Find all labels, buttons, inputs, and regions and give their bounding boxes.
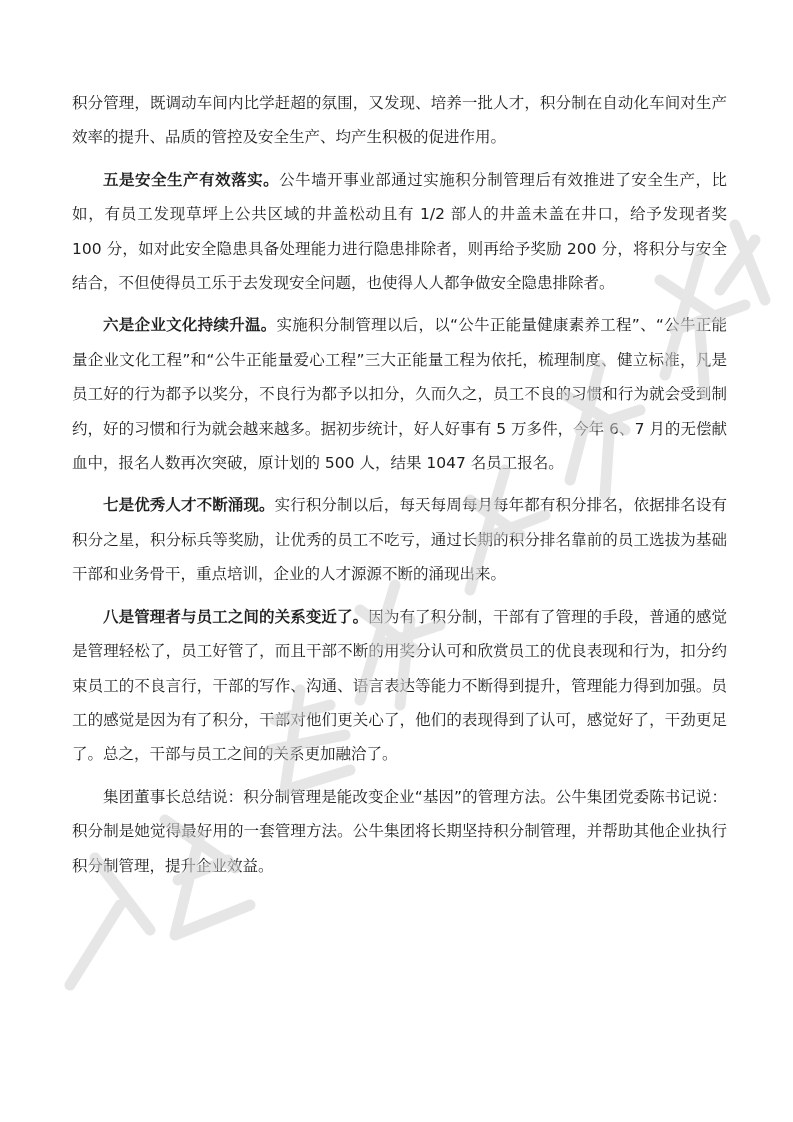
paragraph-1-text: 积分管理，既调动车间内比学赶超的氛围，又发现、培养一批人才，积分制在自动化车间对生产效率的提升、品质的管控及安全生产、均产生积极的促进作用。 xyxy=(72,94,727,147)
paragraph-talent-lead: 七是优秀人才不断涌现。 xyxy=(103,496,275,515)
paragraph-culture xyxy=(72,308,727,480)
document-body xyxy=(72,86,727,891)
paragraph-talent-text: 实行积分制以后，每天每周每月每年都有积分排名，依据排名设有积分之星，积分标兵等奖励，让优秀的员工不吃亏，通过长期的积分排名靠前的员工选拔为基础干部和业务骨干，重点培训，企业的人才源源不断的涌现出来。 xyxy=(72,496,727,584)
paragraph-safety-text: 公牛墙开事业部通过实施积分制管理后有效推进了安全生产，比如，有员工发现草坪上公共区域的井盖松动且有 1/2 部人的井盖未盖在井口，给予发现者奖 100 分，如对此安全隐患具备处理能力进行隐患排除者，则再给予奖励 200 分，将积分与安全结合，不但使得员工乐于去发现安全问题，也使得人人都争做安全隐患排除者。 xyxy=(72,170,727,293)
paragraph-relationship xyxy=(72,600,727,772)
paragraph-talent xyxy=(72,488,727,591)
paragraph-conclusion-text: 集团董事长总结说：积分制管理是能改变企业“基因”的管理方法。公牛集团党委陈书记说：积分制是她觉得最好用的一套管理方法。公牛集团将长期坚持积分制管理，并帮助其他企业执行积分制管理，提升企业效益。 xyxy=(72,787,727,875)
paragraph-culture-text: 实施积分制管理以后，以“公牛正能量健康素养工程”、“公牛正能量企业文化工程”和“公牛正能量爱心工程”三大正能量工程为依托，梳理制度、健立标准，凡是员工好的行为都予以奖分，不良行为都予以扣分，久而久之，员工不良的习惯和行为就会受到制约，好的习惯和行为就会越来越多。据初步统计，好人好事有 5 万多件，今年 6、7 月的无偿献血中，报名人数再次突破，原计划的 500 人，结果 1047 名员工报名。 xyxy=(72,316,727,473)
paragraph-relationship-lead: 八是管理者与员工之间的关系变近了。 xyxy=(103,607,369,626)
paragraph-relationship-text: 因为有了积分制，干部有了管理的手段，普通的感觉是管理轻松了，员工好管了，而且干部不断的用奖分认可和欣赏员工的优良表现和行为，扣分约束员工的不良言行，干部的写作、沟通、语言表达等能力不断得到提升，管理能力得到加强。员工的感觉是因为有了积分，干部对他们更关心了，他们的表现得到了认可，感觉好了，干劲更足了。总之，干部与员工之间的关系更加融洽了。 xyxy=(72,607,727,764)
paragraph-culture-lead: 六是企业文化持续升温。 xyxy=(103,316,277,335)
paragraph-1 xyxy=(72,86,727,155)
paragraph-safety xyxy=(72,163,727,301)
paragraph-safety-lead: 五是安全生产有效落实。 xyxy=(103,170,280,189)
paragraph-conclusion xyxy=(72,780,727,883)
